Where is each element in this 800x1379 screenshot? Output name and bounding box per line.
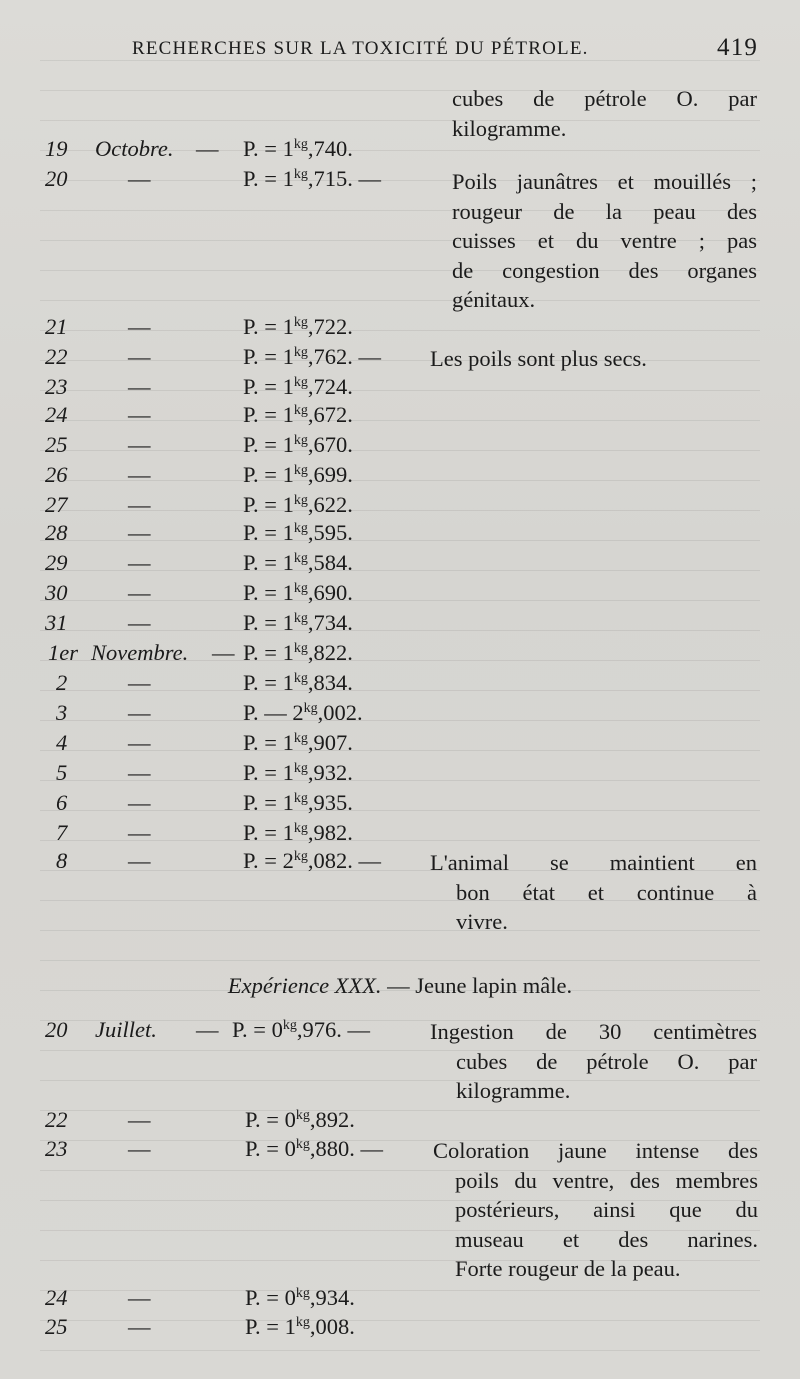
entry-weight: [243, 580, 353, 606]
note-line: postérieurs, ainsi que du: [455, 1197, 758, 1222]
entry-day: 30: [45, 580, 68, 605]
weight-value: P. = 1: [243, 402, 294, 427]
entry-weight: [243, 820, 353, 846]
weight-unit: kg: [295, 1286, 310, 1301]
note-line: Poils jaunâtres et mouillés ;: [452, 169, 757, 194]
note-line: cuisses et du ventre ; pas: [452, 228, 757, 253]
entry-dash: —: [212, 640, 235, 665]
weight-value: P. = 1: [243, 374, 294, 399]
weight-decimals: ,082. —: [307, 848, 381, 873]
entry-day: 27: [45, 492, 68, 517]
entry-dash: —: [128, 520, 151, 545]
weight-unit: kg: [293, 345, 308, 360]
weight-value: P. = 2: [243, 848, 294, 873]
note-line: vivre.: [456, 909, 508, 934]
weight-value: P. = 1: [243, 670, 294, 695]
note-line: Les poils sont plus secs.: [430, 346, 647, 371]
note-jul-20: [430, 1017, 757, 1106]
note-line: kilogramme.: [452, 115, 567, 141]
weight-unit: kg: [293, 731, 308, 746]
entry-dash: —: [128, 550, 151, 575]
experiment-subject: Jeune lapin mâle.: [415, 973, 573, 998]
entry-month: Novembre.: [91, 640, 189, 665]
entry-day: 25: [45, 1314, 68, 1339]
entry-weight: [243, 432, 353, 458]
entry-dash: —: [196, 136, 219, 161]
entry-day: 3: [56, 700, 68, 725]
entry-weight: [243, 520, 353, 546]
weight-unit: kg: [293, 821, 308, 836]
weight-unit: kg: [293, 611, 308, 626]
experiment-dash: —: [387, 973, 410, 998]
weight-decimals: ,976. —: [296, 1017, 370, 1042]
weight-unit: kg: [295, 1315, 310, 1330]
entry-day: 4: [56, 730, 68, 755]
entry-weight: [245, 1107, 355, 1133]
weight-unit: kg: [293, 433, 308, 448]
note-oct-22: [430, 344, 750, 374]
weight-unit: kg: [295, 1137, 310, 1152]
weight-unit: kg: [293, 581, 308, 596]
entry-day: 21: [45, 314, 68, 339]
weight-decimals: ,762. —: [307, 344, 381, 369]
entry-weight: [245, 1314, 355, 1340]
entry-dash: —: [128, 402, 151, 427]
weight-value: P. = 0: [232, 1017, 283, 1042]
entry-dash: —: [128, 374, 151, 399]
entry-day: 22: [45, 344, 68, 369]
weight-unit: kg: [293, 137, 308, 152]
entry-day: 20: [45, 166, 68, 191]
entry-weight: [243, 374, 353, 400]
note-jul-23: [433, 1136, 758, 1284]
entry-weight: [243, 730, 353, 756]
entry-dash: —: [128, 344, 151, 369]
weight-value: P. = 1: [243, 432, 294, 457]
entry-weight: [243, 670, 353, 696]
entry-dash: —: [128, 166, 151, 191]
entry-dash: —: [196, 1017, 219, 1042]
note-oct-20: [452, 167, 757, 315]
entry-weight: [243, 492, 353, 518]
weight-value: P. = 1: [243, 344, 294, 369]
entry-weight: [243, 790, 353, 816]
weight-decimals: ,880. —: [309, 1136, 383, 1161]
weight-decimals: ,822.: [307, 640, 353, 665]
weight-unit: kg: [293, 521, 308, 536]
weight-value: P. = 0: [245, 1285, 296, 1310]
weight-value: P. = 1: [243, 550, 294, 575]
entry-dash: —: [128, 820, 151, 845]
entry-weight: [243, 760, 353, 786]
weight-decimals: ,935.: [307, 790, 353, 815]
entry-dash: —: [128, 670, 151, 695]
entry-month: Octobre.: [95, 136, 174, 161]
entry-dash: —: [128, 1107, 151, 1132]
weight-value: P. = 1: [243, 580, 294, 605]
note-line: Coloration jaune intense des: [433, 1138, 758, 1163]
entry-dash: —: [128, 1314, 151, 1339]
weight-value: P. = 0: [245, 1107, 296, 1132]
note-line: bon état et continue à: [456, 879, 757, 905]
weight-value: P. = 1: [243, 492, 294, 517]
header-title: RECHERCHES SUR LA TOXICITÉ DU PÉTROLE.: [132, 38, 589, 59]
weight-unit: kg: [293, 493, 308, 508]
entry-day: 19: [45, 136, 68, 161]
weight-unit: kg: [295, 1108, 310, 1123]
note-line: cubes de pétrole O. par: [456, 1048, 757, 1074]
weight-value: P. = 1: [243, 136, 294, 161]
weight-unit: kg: [293, 551, 308, 566]
entry-dash: —: [128, 1136, 151, 1161]
weight-unit: kg: [293, 463, 308, 478]
weight-value: P. = 1: [243, 790, 294, 815]
weight-value: P. = 1: [243, 610, 294, 635]
weight-decimals: ,622.: [307, 492, 353, 517]
entry-dash: —: [128, 700, 151, 725]
entry-weight: [243, 344, 381, 370]
entry-dash: —: [128, 314, 151, 339]
weight-decimals: ,740.: [307, 136, 353, 161]
weight-decimals: ,672.: [307, 402, 353, 427]
weight-value: P. = 1: [245, 1314, 296, 1339]
entry-day: 22: [45, 1107, 68, 1132]
weight-value: P. = 1: [243, 730, 294, 755]
weight-decimals: ,008.: [309, 1314, 355, 1339]
weight-decimals: ,699.: [307, 462, 353, 487]
weight-decimals: ,932.: [307, 760, 353, 785]
weight-unit: kg: [293, 403, 308, 418]
weight-unit: kg: [293, 671, 308, 686]
weight-decimals: ,892.: [309, 1107, 355, 1132]
experiment-heading: [0, 973, 800, 999]
weight-value: P. = 1: [243, 640, 294, 665]
entry-day: 20: [45, 1017, 68, 1042]
entry-dash: —: [128, 432, 151, 457]
note-line: museau et des narines.: [455, 1226, 758, 1252]
weight-unit: kg: [293, 849, 308, 864]
entry-weight: [232, 1017, 370, 1043]
weight-decimals: ,595.: [307, 520, 353, 545]
weight-unit: kg: [293, 791, 308, 806]
weight-decimals: ,982.: [307, 820, 353, 845]
weight-decimals: ,834.: [307, 670, 353, 695]
entry-weight: [243, 402, 353, 428]
note-line: kilogramme.: [456, 1078, 571, 1103]
note-line: L'animal se maintient en: [430, 850, 757, 875]
weight-decimals: ,002.: [317, 700, 363, 725]
entry-weight: [245, 1285, 355, 1311]
note-line: poils du ventre, des membres: [455, 1167, 758, 1193]
entry-dash: —: [128, 462, 151, 487]
weight-value: P. — 2: [243, 700, 304, 725]
weight-value: P. = 1: [243, 166, 294, 191]
weight-unit: kg: [293, 761, 308, 776]
entry-day: 23: [45, 374, 68, 399]
weight-value: P. = 1: [243, 760, 294, 785]
weight-unit: kg: [303, 701, 318, 716]
note-nov-8: [430, 848, 757, 937]
entry-day: 23: [45, 1136, 68, 1161]
entry-weight: [243, 462, 353, 488]
entry-weight: [243, 166, 381, 192]
entry-day: 25: [45, 432, 68, 457]
entry-weight: [243, 550, 353, 576]
entry-day: 26: [45, 462, 68, 487]
weight-decimals: ,690.: [307, 580, 353, 605]
entry-dash: —: [128, 492, 151, 517]
entry-day: 29: [45, 550, 68, 575]
note-line: rougeur de la peau des: [452, 198, 757, 224]
weight-decimals: ,724.: [307, 374, 353, 399]
entry-day: 7: [56, 820, 68, 845]
page-number: 419: [717, 34, 759, 61]
entry-dash: —: [128, 1285, 151, 1310]
weight-decimals: ,907.: [307, 730, 353, 755]
weight-unit: kg: [293, 315, 308, 330]
entry-day: 24: [45, 1285, 68, 1310]
weight-decimals: ,722.: [307, 314, 353, 339]
entry-dash: —: [128, 610, 151, 635]
note-line: génitaux.: [452, 287, 536, 312]
entry-dash: —: [128, 790, 151, 815]
note-line: de congestion des organes: [452, 257, 757, 283]
running-header: [132, 34, 759, 61]
entry-dash: —: [128, 580, 151, 605]
entry-day: 6: [56, 790, 68, 815]
weight-unit: kg: [293, 167, 308, 182]
entry-day: 1er: [48, 640, 78, 665]
weight-value: P. = 1: [243, 462, 294, 487]
entry-day: 8: [56, 848, 68, 873]
note-line: cubes de pétrole O. par: [452, 86, 757, 111]
weight-decimals: ,715. —: [307, 166, 381, 191]
weight-decimals: ,670.: [307, 432, 353, 457]
weight-decimals: ,934.: [309, 1285, 355, 1310]
entry-day: 2: [56, 670, 68, 695]
entry-day: 5: [56, 760, 68, 785]
entry-dash: —: [128, 848, 151, 873]
weight-value: P. = 0: [245, 1136, 296, 1161]
continuation-note: [452, 84, 757, 143]
entry-dash: —: [128, 730, 151, 755]
entry-weight: [243, 314, 353, 340]
entry-day: 31: [45, 610, 68, 635]
entry-weight: [243, 640, 353, 666]
weight-value: P. = 1: [243, 520, 294, 545]
entry-weight: [243, 700, 363, 726]
experiment-title: Expérience XXX.: [227, 973, 382, 998]
weight-unit: kg: [282, 1018, 297, 1033]
entry-day: 28: [45, 520, 68, 545]
weight-decimals: ,734.: [307, 610, 353, 635]
entry-dash: —: [128, 760, 151, 785]
note-line: Forte rougeur de la peau.: [455, 1256, 681, 1281]
entry-weight: [243, 848, 381, 874]
weight-value: P. = 1: [243, 820, 294, 845]
weight-decimals: ,584.: [307, 550, 353, 575]
weight-value: P. = 1: [243, 314, 294, 339]
weight-unit: kg: [293, 375, 308, 390]
entry-weight: [243, 610, 353, 636]
weight-unit: kg: [293, 641, 308, 656]
entry-month: Juillet.: [95, 1017, 157, 1042]
note-line: Ingestion de 30 centimètres: [430, 1019, 757, 1044]
entry-day: 24: [45, 402, 68, 427]
entry-weight: [243, 136, 353, 162]
entry-weight: [245, 1136, 383, 1162]
